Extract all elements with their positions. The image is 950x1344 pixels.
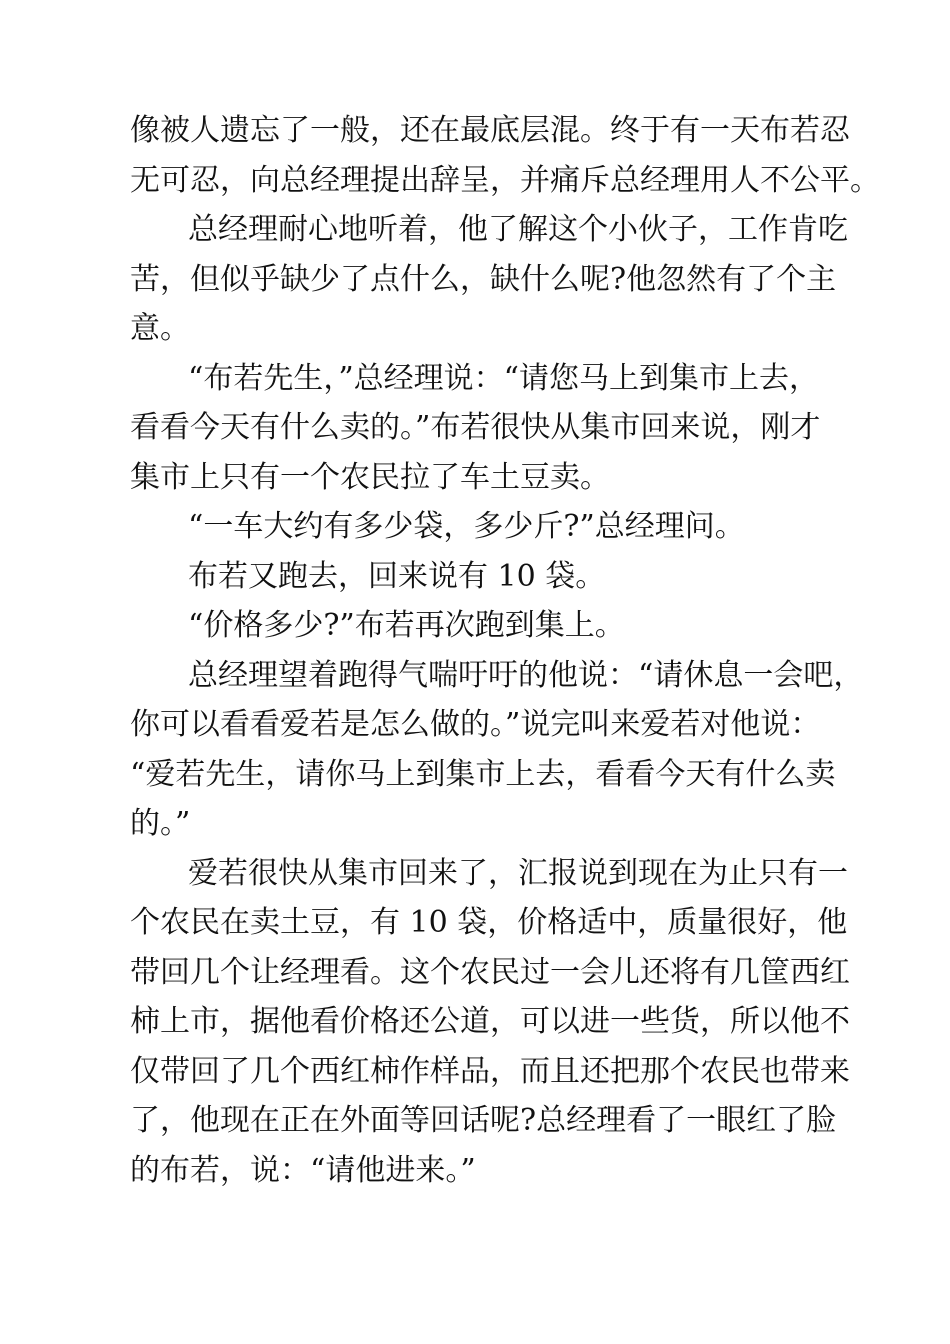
text-line: 仅带回了几个西红柿作样品，而且还把那个农民也带来	[130, 1053, 850, 1089]
text-line: 爱若很快从集市回来了，汇报说到现在为止只有一	[188, 855, 848, 891]
text-line: 像被人遗忘了一般，还在最底层混。终于有一天布若忍	[130, 113, 850, 148]
text-line: 柿上市，据他看价格还公道，可以进一些货，所以他不	[130, 1004, 850, 1039]
text-line: 总经理望着跑得气喘吁吁的他说：“请休息一会吧，	[188, 657, 864, 693]
text-line: “价格多少?”布若再次跑到集上。	[188, 608, 625, 643]
text-line: 总经理耐心地听着，他了解这个小伙子，工作肯吃	[188, 212, 848, 247]
text-line: 的布若，说：“请他进来。”	[130, 1152, 476, 1188]
text-line: “布若先生，”总经理说：“请您马上到集市上去，	[188, 360, 820, 396]
text-line: 的。”	[130, 806, 191, 841]
text-line: 集市上只有一个农民拉了车土豆卖。	[130, 459, 610, 495]
text-line: 带回几个让经理看。这个农民过一会儿还将有几筐西红	[130, 954, 850, 990]
text-line: 布若又跑去，回来说有 10 袋。	[188, 558, 606, 594]
text-line: 了，他现在正在外面等回话呢?总经理看了一眼红了脸	[130, 1103, 837, 1138]
text-line: 你可以看看爱若是怎么做的。”说完叫来爱若对他说：	[130, 707, 821, 742]
text-line: 无可忍，向总经理提出辞呈，并痛斥总经理用人不公平。	[130, 162, 880, 198]
document-body	[130, 106, 880, 1195]
text-line: 个农民在卖土豆，有 10 袋，价格适中，质量很好，他	[130, 905, 848, 940]
text-line: 意。	[130, 311, 190, 346]
text-line: 看看今天有什么卖的。”布若很快从集市回来说，刚才	[130, 410, 821, 445]
text-line: “一车大约有多少袋，多少斤?”总经理问。	[188, 509, 745, 544]
text-line: 苦，但似乎缺少了点什么，缺什么呢?他忽然有了个主	[130, 261, 837, 297]
text-line: “爱若先生，请你马上到集市上去，看看今天有什么卖	[130, 756, 836, 792]
